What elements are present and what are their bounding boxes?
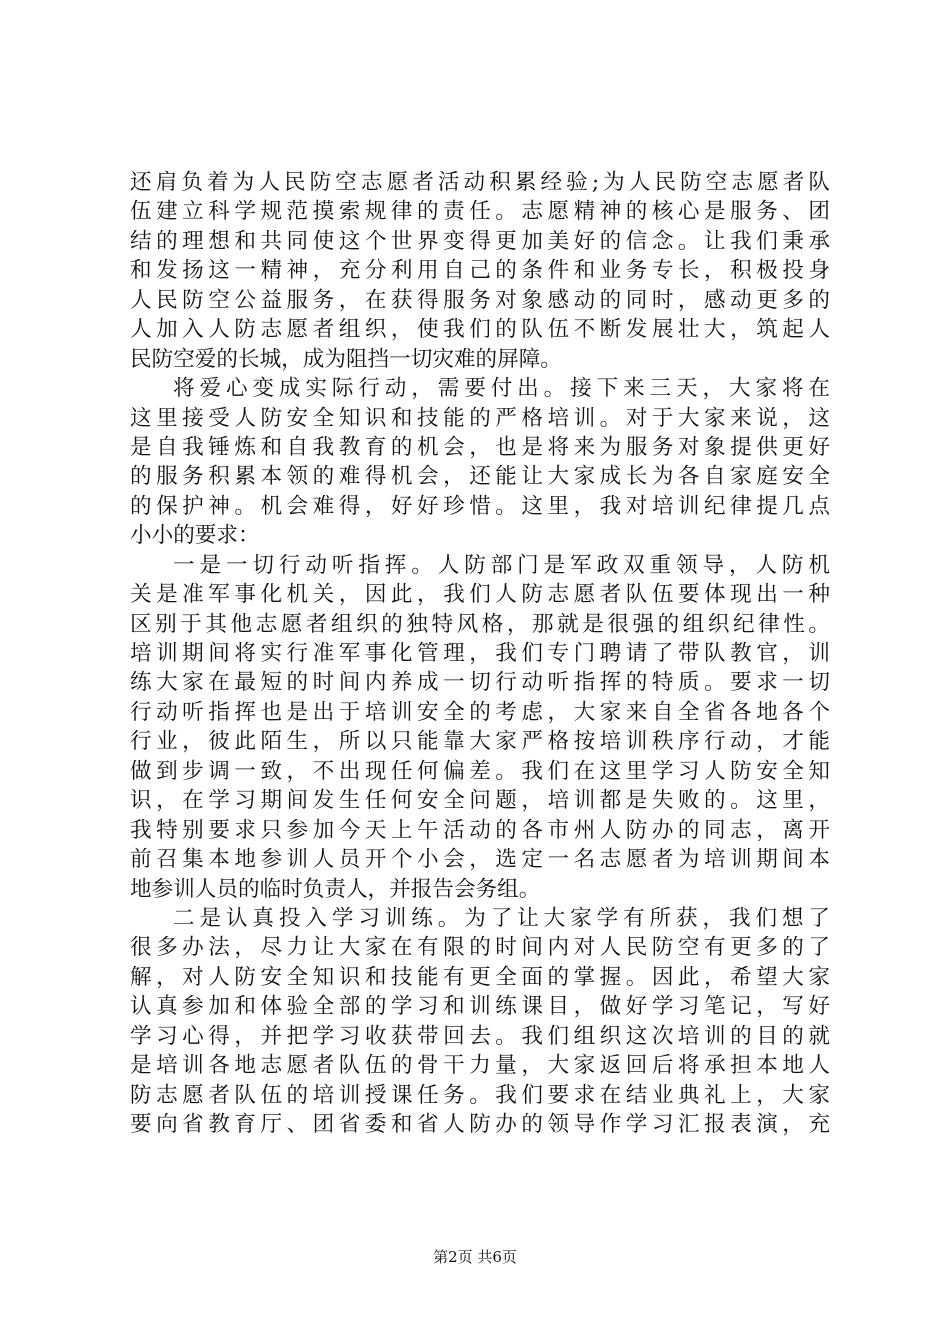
text-line: 练大家在最短的时间内养成一切行动听指挥的特质。要求一切 bbox=[130, 670, 830, 696]
text-line: 做到步调一致，不出现任何偏差。我们在这里学习人防安全知 bbox=[130, 758, 830, 784]
text-line: 是培训各地志愿者队伍的骨干力量，大家返回后将承担本地人 bbox=[130, 1053, 830, 1079]
text-line: 区别于其他志愿者组织的独特风格，那就是很强的组织纪律性。 bbox=[130, 611, 830, 637]
text-line: 解，对人防安全知识和技能有更全面的掌握。因此，希望大家 bbox=[130, 964, 830, 990]
text-line: 关是准军事化机关，因此，我们人防志愿者队伍要体现出一种 bbox=[130, 582, 830, 608]
text-line: 小小的要求： bbox=[130, 523, 260, 549]
text-line: 是自我锤炼和自我教育的机会，也是将来为服务对象提供更好 bbox=[130, 434, 830, 460]
text-line: 行动听指挥也是出于培训安全的考虑，大家来自全省各地各个 bbox=[130, 699, 830, 725]
page-footer bbox=[0, 1246, 950, 1267]
text-line: 行业，彼此陌生，所以只能靠大家严格按培训秩序行动，才能 bbox=[130, 729, 830, 755]
text-line: 民防空爱的长城，成为阻挡一切灾难的屏障。 bbox=[130, 346, 562, 372]
text-line: 的服务积累本领的难得机会，还能让大家成长为各自家庭安全 bbox=[130, 464, 830, 490]
text-line: 将爱心变成实际行动，需要付出。接下来三天，大家将在 bbox=[173, 376, 830, 402]
text-line: 一是一切行动听指挥。人防部门是军政双重领导，人防机 bbox=[173, 552, 830, 578]
page-number-label: 第2页 共6页 bbox=[433, 1248, 517, 1266]
text-line: 识，在学习期间发生任何安全问题，培训都是失败的。这里， bbox=[130, 788, 830, 814]
text-line: 地参训人员的临时负责人，并报告会务组。 bbox=[130, 876, 541, 902]
text-line: 前召集本地参训人员开个小会，选定一名志愿者为培训期间本 bbox=[130, 847, 830, 873]
text-line: 防志愿者队伍的培训授课任务。我们要求在结业典礼上，大家 bbox=[130, 1082, 830, 1108]
text-line: 学习心得，并把学习收获带回去。我们组织这次培训的目的就 bbox=[130, 1023, 830, 1049]
text-line: 很多办法，尽力让大家在有限的时间内对人民防空有更多的了 bbox=[130, 935, 830, 961]
text-line: 和发扬这一精神，充分利用自己的条件和业务专长，积极投身 bbox=[130, 258, 830, 284]
text-line: 结的理想和共同使这个世界变得更加美好的信念。让我们秉承 bbox=[130, 228, 830, 254]
text-line: 人民防空公益服务，在获得服务对象感动的同时，感动更多的 bbox=[130, 287, 830, 313]
text-line: 我特别要求只参加今天上午活动的各市州人防办的同志，离开 bbox=[130, 817, 830, 843]
body-text bbox=[130, 168, 830, 1139]
text-line: 要向省教育厅、团省委和省人防办的领导作学习汇报表演，充 bbox=[130, 1112, 830, 1137]
text-line: 二是认真投入学习训练。为了让大家学有所获，我们想了 bbox=[173, 905, 830, 931]
text-line: 人加入人防志愿者组织，使我们的队伍不断发展壮大，筑起人 bbox=[130, 317, 830, 343]
text-line: 还肩负着为人民防空志愿者活动积累经验;为人民防空志愿者队 bbox=[130, 170, 830, 195]
text-line: 这里接受人防安全知识和技能的严格培训。对于大家来说，这 bbox=[130, 405, 830, 431]
text-line: 认真参加和体验全部的学习和训练课目，做好学习笔记，写好 bbox=[130, 994, 830, 1020]
text-line: 的保护神。机会难得，好好珍惜。这里，我对培训纪律提几点 bbox=[130, 493, 830, 519]
text-line: 伍建立科学规范摸索规律的责任。志愿精神的核心是服务、团 bbox=[130, 199, 830, 225]
text-line: 培训期间将实行准军事化管理，我们专门聘请了带队教官，训 bbox=[130, 641, 830, 666]
